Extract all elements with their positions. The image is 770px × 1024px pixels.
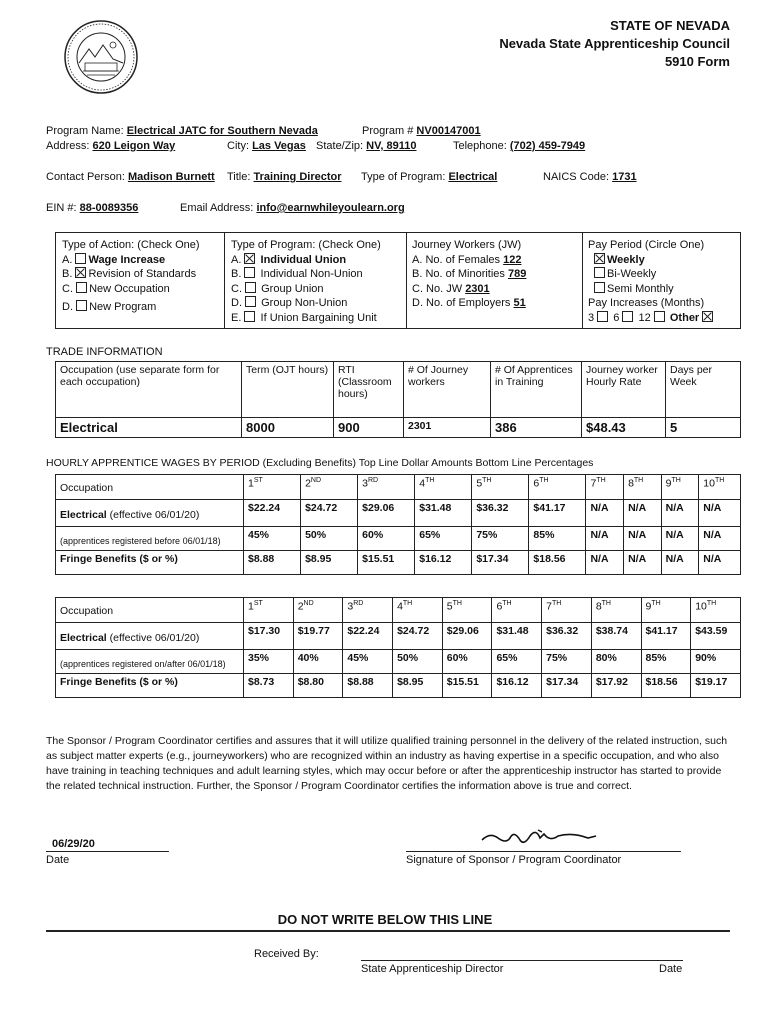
wages-heading: HOURLY APPRENTICE WAGES BY PERIOD (Excluding Benefits) Top Line Dollar Amounts Bottom Line Percentages	[46, 457, 594, 469]
group-union-label: Group Union	[261, 282, 324, 295]
jw-value: 2301	[465, 282, 490, 295]
statezip-label: State/Zip:	[316, 140, 364, 152]
period-header	[691, 598, 741, 623]
increase-6-checkbox[interactable]	[622, 311, 633, 322]
statezip-value: NV, 89110	[366, 140, 417, 152]
journey-minorities-row	[412, 267, 526, 282]
period-number: 10	[695, 600, 707, 613]
effective-date: (effective 06/01/20)	[109, 632, 200, 644]
fringe-cell: $15.51	[358, 551, 415, 575]
occupation-cell	[56, 623, 244, 650]
period-header	[586, 475, 624, 500]
option-prefix: B.	[62, 268, 73, 280]
percent-cell: 60%	[442, 650, 492, 674]
fringe-cell: $18.56	[641, 674, 691, 698]
trade-header-cell: Term (OJT hours)	[242, 362, 334, 418]
increase-3-label: 3	[588, 311, 595, 324]
individual-union-label: Individual Union	[260, 253, 347, 266]
contact-row	[46, 171, 215, 183]
period-number: 8	[595, 600, 602, 613]
fringe-row	[56, 551, 741, 575]
option-prefix: C.	[62, 282, 73, 295]
wage-cell: $41.17	[529, 500, 586, 527]
semimonthly-checkbox[interactable]	[594, 282, 605, 293]
percent-cell: 80%	[591, 650, 641, 674]
occupation-cell	[56, 500, 244, 527]
trade-journey-value: 2301	[404, 418, 491, 438]
percent-cell: N/A	[624, 527, 662, 551]
trade-header-cell: RTI (Classroom hours)	[334, 362, 404, 418]
wage-cell: $29.06	[358, 500, 415, 527]
option-prefix: E.	[231, 311, 242, 324]
percent-cell: N/A	[586, 527, 624, 551]
fringe-cell: $16.12	[492, 674, 542, 698]
fringe-cell: $8.88	[343, 674, 393, 698]
trade-header-cell: Days per Week	[666, 362, 741, 418]
other-label: Other	[669, 311, 700, 324]
period-suffix: TH	[671, 477, 681, 484]
percent-cell: 90%	[691, 650, 741, 674]
period-number: 6	[533, 477, 540, 490]
wage-cell: $24.72	[393, 623, 443, 650]
percent-cell: 85%	[641, 650, 691, 674]
percent-cell: 45%	[244, 527, 301, 551]
period-number: 10	[703, 477, 715, 490]
period-number: 9	[645, 600, 652, 613]
pay-period-section	[588, 238, 715, 325]
increase-3-checkbox[interactable]	[597, 311, 608, 322]
program-type-value: Electrical	[448, 171, 498, 183]
percent-cell: N/A	[661, 527, 699, 551]
period-number: 3	[347, 600, 354, 613]
group-non-union-checkbox[interactable]	[245, 296, 256, 307]
email-row	[180, 202, 405, 214]
journey-workers-title: Journey Workers (JW)	[412, 239, 522, 251]
city-value: Las Vegas	[252, 140, 306, 152]
program-option-c[interactable]	[231, 282, 381, 297]
period-number: 2	[305, 477, 311, 490]
fringe-cell: $8.95	[393, 674, 443, 698]
percent-cell: 85%	[529, 527, 586, 551]
program-name-label: Program Name:	[46, 125, 124, 137]
period-header	[244, 475, 301, 500]
period-header	[393, 598, 443, 623]
wage-increase-checkbox[interactable]	[75, 253, 86, 264]
director-date-label: Date	[659, 963, 683, 975]
address-value: 620 Leigon Way	[92, 140, 176, 152]
occupation-header: Occupation	[56, 475, 244, 500]
wage-cell: $24.72	[301, 500, 358, 527]
percent-cell: 60%	[358, 527, 415, 551]
individual-non-union-checkbox[interactable]	[244, 267, 255, 278]
period-header	[699, 475, 741, 500]
city-row	[227, 140, 306, 152]
trade-rti-value: 900	[334, 418, 404, 438]
biweekly-label: Bi-Weekly	[607, 268, 657, 280]
program-number-label: Program #	[362, 125, 414, 137]
period-number: 7	[590, 477, 597, 490]
ein-label: EIN #:	[46, 202, 77, 214]
program-option-a[interactable]	[231, 253, 381, 268]
period-suffix: TH	[706, 600, 717, 607]
trade-info-table	[55, 361, 741, 438]
wage-cell: N/A	[661, 500, 699, 527]
action-option-a[interactable]	[62, 253, 200, 268]
fringe-cell: $18.56	[529, 551, 586, 575]
wage-cell: $41.17	[641, 623, 691, 650]
fringe-label: Fringe Benefits ($ or %)	[56, 674, 244, 698]
percent-cell: 40%	[293, 650, 343, 674]
pay-increases-label: Pay Increases (Months)	[588, 297, 705, 309]
fringe-label: Fringe Benefits ($ or %)	[56, 551, 244, 575]
revision-checkbox[interactable]	[75, 267, 86, 278]
program-type-label: Type of Program:	[361, 171, 446, 183]
period-header	[472, 475, 529, 500]
option-prefix: D.	[231, 297, 242, 309]
action-option-b[interactable]	[62, 267, 200, 282]
title-label: Title:	[227, 171, 251, 183]
fringe-cell: $8.88	[244, 551, 301, 575]
wage-cell: $29.06	[442, 623, 492, 650]
program-name-value: Electrical JATC for Southern Nevada	[126, 125, 318, 137]
contact-value: Madison Burnett	[127, 171, 215, 183]
group-union-checkbox[interactable]	[245, 282, 256, 293]
wage-cell: $19.77	[293, 623, 343, 650]
nevada-state-seal	[63, 19, 139, 95]
period-number: 4	[419, 477, 426, 490]
period-number: 8	[628, 477, 634, 490]
type-of-program-title: Type of Program: (Check One)	[231, 239, 381, 251]
period-header	[624, 475, 662, 500]
email-label: Email Address:	[180, 202, 254, 214]
increase-12-label: 12	[638, 311, 651, 324]
certification-text: The Sponsor / Program Coordinator certifies and assures that it will utilize qualified training personnel in the delivery of the related instruction, such as subject matter experts (e.g., journeyworkers) who are recognized within an industry as having expertise in a specific occupation, and who also have training in teaching techniques and adult learning styles, which may occur before or after the apprenticeship instructor has started to provide the related technical instruction. Further, the Sponsor / Program Coordinator certifies the information above is true and correct.	[46, 735, 728, 792]
header-state: STATE OF NEVADA	[610, 18, 730, 33]
fringe-cell: N/A	[624, 551, 662, 575]
sponsor-signature	[480, 826, 600, 850]
naics-label: NAICS Code:	[543, 171, 610, 183]
pay-increase-options	[588, 311, 715, 326]
wage-table-before-2018	[55, 474, 741, 575]
period-suffix: TH	[714, 477, 725, 484]
period-suffix: TH	[425, 477, 435, 484]
wage-increase-label: Wage Increase	[88, 253, 166, 266]
semimonthly-label: Semi Monthly	[607, 282, 674, 295]
period-suffix: ND	[310, 477, 322, 484]
new-program-checkbox[interactable]	[76, 300, 87, 311]
program-type-row	[361, 171, 497, 183]
wage-dollar-row	[56, 500, 741, 527]
program-option-b[interactable]	[231, 267, 381, 282]
period-suffix: TH	[482, 477, 492, 484]
director-label: State Apprenticeship Director	[361, 963, 504, 975]
percent-cell: 75%	[542, 650, 592, 674]
percent-cell: 50%	[301, 527, 358, 551]
period-header	[415, 475, 472, 500]
wage-table-after-2018	[55, 597, 741, 698]
increase-12-checkbox[interactable]	[654, 311, 665, 322]
period-header	[301, 475, 358, 500]
registration-note: (apprentices registered on/after 06/01/18)	[56, 650, 244, 674]
employers-value: 51	[513, 297, 526, 309]
fringe-cell: $8.80	[293, 674, 343, 698]
trade-apprentices-value: 386	[491, 418, 582, 438]
weekly-label: Weekly	[607, 253, 645, 266]
period-number: 5	[476, 477, 483, 490]
title-row	[227, 171, 342, 183]
females-value: 122	[503, 253, 522, 266]
action-option-d[interactable]	[62, 300, 200, 315]
option-prefix: A.	[231, 253, 242, 266]
percent-cell: 75%	[472, 527, 529, 551]
email-value: info@earnwhileyoulearn.org	[256, 202, 405, 214]
period-number: 6	[496, 600, 503, 613]
header-form: 5910 Form	[664, 54, 730, 69]
period-header	[529, 475, 586, 500]
footer-divider	[46, 930, 730, 932]
females-label: A. No. of Females	[412, 253, 501, 266]
percent-cell: 50%	[393, 650, 443, 674]
weekly-checkbox[interactable]	[594, 253, 605, 264]
program-option-e[interactable]	[231, 311, 381, 326]
period-header	[591, 598, 641, 623]
fringe-cell: $8.73	[244, 674, 294, 698]
option-prefix: A.	[62, 253, 73, 266]
wage-cell: N/A	[624, 500, 662, 527]
date-line	[46, 851, 169, 852]
period-suffix: TH	[601, 600, 611, 607]
trade-value-row	[56, 418, 741, 438]
new-occupation-label: New Occupation	[89, 282, 170, 295]
period-header	[244, 598, 294, 623]
do-not-write-warning: DO NOT WRITE BELOW THIS LINE	[277, 912, 493, 927]
phone-row	[453, 140, 585, 152]
wage-cell: $22.24	[244, 500, 301, 527]
fringe-cell: N/A	[586, 551, 624, 575]
signature-line	[406, 851, 681, 852]
contact-label: Contact Person:	[46, 171, 125, 183]
registration-note: (apprentices registered before 06/01/18)	[56, 527, 244, 551]
signature-label: Signature of Sponsor / Program Coordinator	[406, 854, 622, 866]
period-suffix: TH	[633, 477, 644, 484]
journey-employers-row	[412, 296, 526, 311]
ein-value: 88-0089356	[79, 202, 139, 214]
ein-row	[46, 202, 138, 214]
period-number: 3	[362, 477, 368, 490]
wage-cell: $31.48	[415, 500, 472, 527]
wage-percent-row	[56, 527, 741, 551]
period-header	[442, 598, 492, 623]
period-suffix: ND	[303, 600, 314, 607]
period-number: 9	[665, 477, 672, 490]
option-prefix: B.	[231, 268, 242, 280]
minorities-value: 789	[507, 268, 527, 280]
bargaining-unit-label: If Union Bargaining Unit	[260, 311, 377, 324]
bargaining-unit-checkbox[interactable]	[244, 311, 255, 322]
revision-label: Revision of Standards	[88, 268, 197, 280]
period-header	[492, 598, 542, 623]
period-header	[358, 475, 415, 500]
pay-period-title: Pay Period (Circle One)	[588, 239, 705, 251]
director-line	[361, 960, 683, 961]
fringe-cell: $15.51	[442, 674, 492, 698]
trade-rate-value: $48.43	[582, 418, 666, 438]
pay-biweekly-option[interactable]	[588, 267, 715, 282]
period-header	[641, 598, 691, 623]
action-option-c[interactable]	[62, 282, 200, 297]
percent-cell: 35%	[244, 650, 294, 674]
wage-cell: $38.74	[591, 623, 641, 650]
journey-workers-section	[412, 238, 526, 311]
wage-cell: $43.59	[691, 623, 741, 650]
period-number: 4	[397, 600, 403, 613]
fringe-cell: $8.95	[301, 551, 358, 575]
header-council: Nevada State Apprenticeship Council	[499, 36, 730, 51]
employers-label: D. No. of Employers	[412, 297, 511, 309]
jw-label: C. No. JW	[412, 282, 463, 295]
trade-header-cell: # Of Journey workers	[404, 362, 491, 418]
trade-header-cell: # Of Apprentices in Training	[491, 362, 582, 418]
program-name-row	[46, 125, 318, 137]
type-of-action-section	[62, 238, 200, 315]
program-number-value: NV00147001	[416, 125, 481, 137]
program-details-box	[55, 232, 741, 329]
period-header	[542, 598, 592, 623]
group-non-union-label: Group Non-Union	[261, 297, 348, 309]
trade-header-cell: Journey worker Hourly Rate	[582, 362, 666, 418]
address-row	[46, 140, 175, 152]
increase-6-label: 6	[613, 311, 620, 324]
period-number: 2	[297, 600, 304, 613]
pay-weekly-option[interactable]	[588, 253, 715, 268]
wage-cell: $36.32	[472, 500, 529, 527]
address-label: Address:	[46, 140, 90, 152]
trade-term-value: 8000	[242, 418, 334, 438]
minorities-label: B. No. of Minorities	[412, 268, 505, 280]
journey-jw-row	[412, 282, 526, 297]
period-suffix: TH	[452, 600, 462, 607]
wage-cell: $31.48	[492, 623, 542, 650]
period-number: 5	[446, 600, 453, 613]
option-prefix: C.	[231, 282, 242, 295]
trade-info-heading: TRADE INFORMATION	[46, 346, 163, 358]
period-suffix: ST	[253, 600, 263, 607]
period-suffix: TH	[596, 477, 606, 484]
type-of-action-title: Type of Action: (Check One)	[62, 239, 200, 251]
fringe-cell: $17.34	[472, 551, 529, 575]
individual-union-checkbox[interactable]	[244, 253, 255, 264]
naics-row	[543, 171, 637, 183]
individual-non-union-label: Individual Non-Union	[260, 268, 363, 280]
percent-cell: 65%	[492, 650, 542, 674]
period-suffix: TH	[539, 477, 549, 484]
wage-percent-row	[56, 650, 741, 674]
period-number: 1	[248, 600, 254, 613]
period-suffix: RD	[368, 477, 379, 484]
percent-cell: N/A	[699, 527, 741, 551]
period-suffix: TH	[402, 600, 413, 607]
date-label: Date	[46, 854, 70, 866]
percent-cell: 65%	[415, 527, 472, 551]
fringe-cell: $17.34	[542, 674, 592, 698]
wage-cell: N/A	[699, 500, 741, 527]
received-by-label: Received By:	[254, 948, 319, 960]
trade-days-value: 5	[666, 418, 741, 438]
type-of-program-section	[231, 238, 381, 325]
occupation-name: Electrical	[60, 509, 107, 521]
fringe-cell: N/A	[699, 551, 741, 575]
fringe-cell: $17.92	[591, 674, 641, 698]
new-program-label: New Program	[89, 301, 157, 313]
new-occupation-checkbox[interactable]	[76, 282, 87, 293]
period-suffix: RD	[353, 600, 364, 607]
period-suffix: ST	[253, 477, 263, 484]
wage-cell: $22.24	[343, 623, 393, 650]
wage-header-row	[56, 598, 741, 623]
city-label: City:	[227, 140, 249, 152]
fringe-cell: $19.17	[691, 674, 741, 698]
fringe-row	[56, 674, 741, 698]
signature-date-value: 06/29/20	[52, 838, 95, 850]
wage-header-row	[56, 475, 741, 500]
pay-semimonthly-option[interactable]	[588, 282, 715, 297]
wage-cell: $17.30	[244, 623, 294, 650]
trade-header-row	[56, 362, 741, 418]
phone-label: Telephone:	[453, 140, 507, 152]
period-header	[343, 598, 393, 623]
statezip-row	[316, 140, 417, 152]
naics-value: 1731	[612, 171, 637, 183]
period-number: 7	[546, 600, 552, 613]
biweekly-checkbox[interactable]	[594, 267, 605, 278]
phone-value: (702) 459-7949	[509, 140, 586, 152]
period-header	[661, 475, 699, 500]
program-option-d[interactable]	[231, 296, 381, 311]
wage-cell: $36.32	[542, 623, 592, 650]
wage-cell: N/A	[586, 500, 624, 527]
period-number: 1	[248, 477, 254, 490]
percent-cell: 45%	[343, 650, 393, 674]
journey-females-row	[412, 253, 526, 268]
period-header	[293, 598, 343, 623]
option-prefix: D.	[62, 301, 73, 313]
fringe-cell: $16.12	[415, 551, 472, 575]
period-suffix: TH	[502, 600, 512, 607]
wage-dollar-row	[56, 623, 741, 650]
occupation-name: Electrical	[60, 632, 107, 644]
period-suffix: TH	[651, 600, 661, 607]
trade-occupation-value: Electrical	[56, 418, 242, 438]
title-value: Training Director	[253, 171, 342, 183]
period-suffix: TH	[551, 600, 562, 607]
effective-date: (effective 06/01/20)	[109, 509, 200, 521]
trade-header-cell: Occupation (use separate form for each occupation)	[56, 362, 242, 418]
other-checkbox[interactable]	[702, 311, 713, 322]
program-number-row	[362, 125, 481, 137]
fringe-cell: N/A	[661, 551, 699, 575]
occupation-header: Occupation	[56, 598, 244, 623]
